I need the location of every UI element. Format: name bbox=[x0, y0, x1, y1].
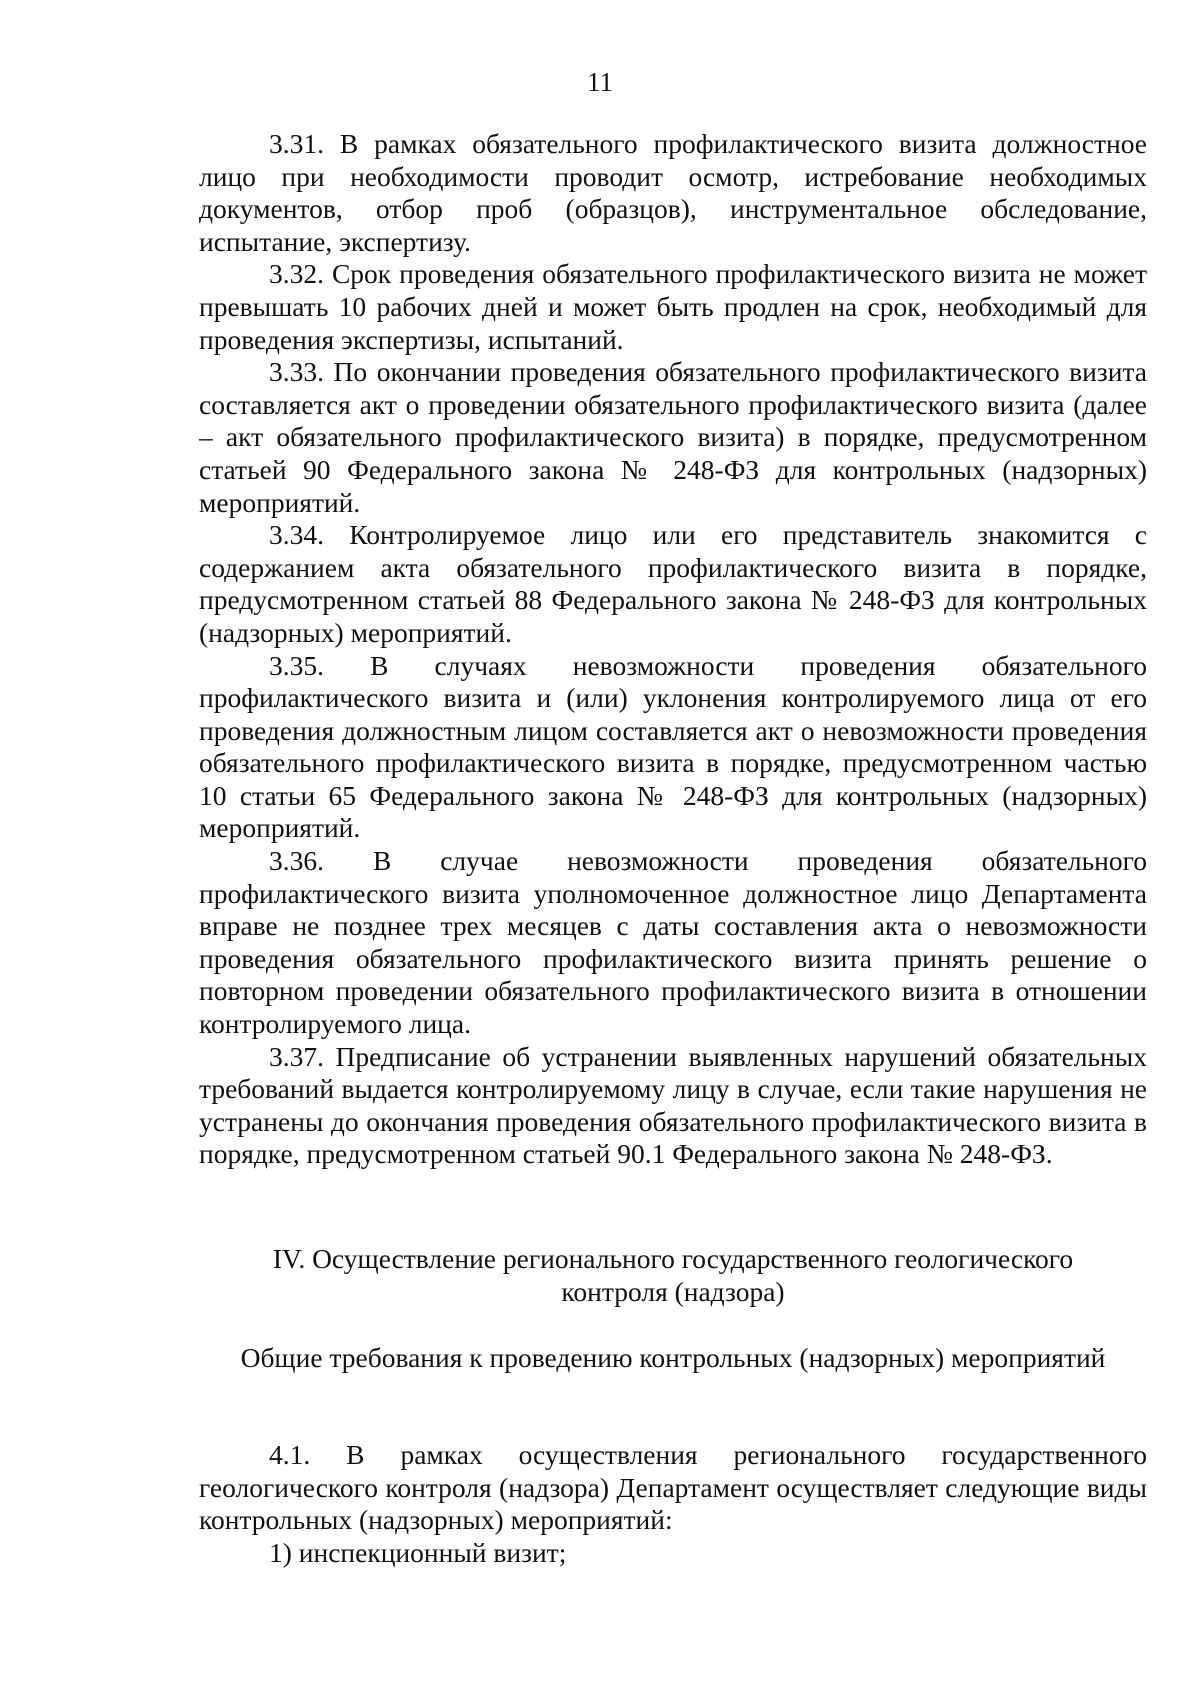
paragraph-3-33: 3.33. По окончании проведения обязательного профилактического визита составляется акт о проведении обязательного профилактического визита (далее – акт обязательного профилактического визита) в порядке, предусмотренном статьей 90 Федерального закона № 248-ФЗ для контрольных (надзорных) мероприятий. bbox=[199, 356, 1147, 518]
subsection-heading: Общие требования к проведению контрольных (надзорных) мероприятий bbox=[240, 1342, 1106, 1373]
main-text-block bbox=[199, 128, 1147, 1171]
section-4-text-block bbox=[199, 1439, 1147, 1569]
paragraph-3-36: 3.36. В случае невозможности проведения обязательного профилактического визита уполномоченное должностное лицо Департамента вправе не позднее трех месяцев с даты составления акта о невозможности проведения обязательного профилактического визита принять решение о повторном проведении обязательного профилактического визита в отношении контролируемого лица. bbox=[199, 845, 1147, 1040]
list-item-1: 1) инспекционный визит; bbox=[269, 1536, 567, 1568]
paragraph-3-37: 3.37. Предписание об устранении выявленных нарушений обязательных требований выдается контролируемому лицу в случае, если такие нарушения не устранены до окончания проведения обязательного профилактического визита в порядке, предусмотренном статьей 90.1 Федерального закона № 248-ФЗ. bbox=[199, 1040, 1147, 1170]
paragraph-3-32: 3.32. Срок проведения обязательного профилактического визита не может превышать 10 рабочих дней и может быть продлен на срок, необходимый для проведения экспертизы, испытаний. bbox=[199, 258, 1147, 355]
section-heading: IV. Осуществление регионального государственного геологического контроля (надзора) bbox=[272, 1243, 1074, 1307]
paragraph-4-1: 4.1. В рамках осуществления регионального государственного геологического контроля (надзора) Департамент осуществляет следующие виды контрольных (надзорных) мероприятий: bbox=[199, 1439, 1147, 1536]
paragraph-3-35: 3.35. В случаях невозможности проведения обязательного профилактического визита и (или) уклонения контролируемого лица от его проведения должностным лицом составляется акт о невозможности проведения обязательного профилактического визита в порядке, предусмотренном частью 10 статьи 65 Федерального закона № 248-ФЗ для контрольных (надзорных) мероприятий. bbox=[199, 649, 1147, 844]
paragraph-3-34: 3.34. Контролируемое лицо или его представитель знакомится с содержанием акта обязательного профилактического визита в порядке, предусмотренном статьей 88 Федерального закона № 248-ФЗ для контрольных (надзорных) мероприятий. bbox=[199, 519, 1147, 648]
paragraph-3-31: 3.31. В рамках обязательного профилактического визита должностное лицо при необходимости проводит осмотр, истребование необходимых документов, отбор проб (образцов), инструментальное обследование, испытание, экспертизу. bbox=[199, 128, 1147, 257]
page-number: 11 bbox=[587, 67, 613, 97]
